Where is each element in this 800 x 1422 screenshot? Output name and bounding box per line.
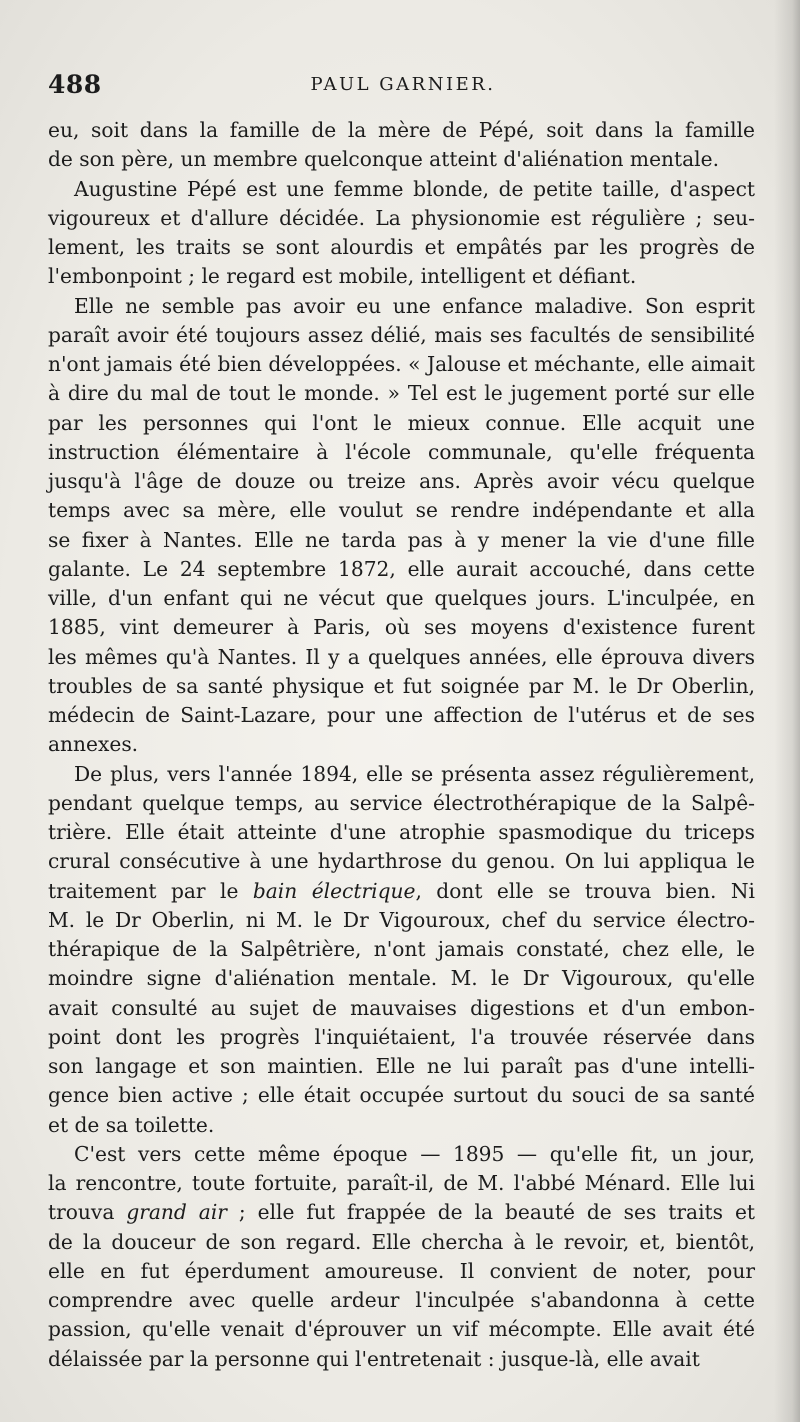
text-line: De plus, vers l'année 1894, elle se présenta assez régulièrement, [74,761,755,786]
text-line: se fixer à Nantes. Elle ne tarda pas à y mener la vie d'une fille [48,527,755,552]
text-line: traitement par le bain électrique, dont elle se trouva bien. Ni [48,878,756,903]
text-line: paraît avoir été toujours assez délié, mais ses facultés de sensibilité [48,322,755,347]
text-line: Elle ne semble pas avoir eu une enfance maladive. Son esprit [74,293,755,318]
text-line: les mêmes qu'à Nantes. Il y a quelques années, elle éprouva divers [48,644,755,669]
text-line: l'embonpoint ; le regard est mobile, intelligent et défiant. [48,264,637,289]
text-line: n'ont jamais été bien développées. « Jalouse et méchante, elle aimait [48,352,755,376]
text-line: moindre signe d'aliénation mentale. M. le Dr Vigouroux, qu'elle [48,966,755,991]
text-line: galante. Le 24 septembre 1872, elle aurait accouché, dans cette [48,556,755,581]
text-line: instruction élémentaire à l'école communale, qu'elle fréquenta [48,439,755,464]
text-line: vigoureux et d'allure décidée. La physionomie est régulière ; seu- [48,205,755,230]
text-line: C'est vers cette même époque — 1895 — qu'elle fit, un jour, [74,1141,755,1166]
text-line: thérapique de la Salpêtrière, n'ont jamais constaté, chez elle, le [48,937,755,961]
text-line: trouva grand air ; elle fut frappée de la beauté de ses traits et [48,1200,756,1225]
text-line: troubles de sa santé physique et fut soignée par M. le Dr Oberlin, [48,673,755,698]
text-line: M. le Dr Oberlin, ni M. le Dr Vigouroux, chef du service électro- [48,907,755,932]
text-line: crural consécutive à une hydarthrose du genou. On lui appliqua le [48,849,755,874]
text-line: passion, qu'elle venait d'éprouver un vif mécompte. Elle avait été [48,1317,755,1342]
text-line: avait consulté au sujet de mauvaises digestions et d'un embon- [48,995,755,1020]
body-text [48,116,755,1374]
text-line: trière. Elle était atteinte d'une atrophie spasmodique du triceps [48,820,755,844]
text-line: point dont les progrès l'inquiétaient, l'a trouvée réservée dans [48,1024,755,1049]
text-line: à dire du mal de tout le monde. » Tel est le jugement porté sur elle [48,381,755,406]
text-line: par les personnes qui l'ont le mieux connue. Elle acquit une [48,410,755,435]
text-line: comprendre avec quelle ardeur l'inculpée s'abandonna à cette [48,1288,755,1312]
text-line: elle en fut éperdument amoureuse. Il convient de noter, pour [48,1258,755,1283]
text-line: jusqu'à l'âge de douze ou treize ans. Après avoir vécu quelque [48,469,755,493]
page-header [48,70,758,106]
paragraph [48,175,755,292]
italic-phrase: grand air [126,1200,227,1225]
text-line: 1885, vint demeurer à Paris, où ses moyens d'existence furent [48,615,755,640]
text-line: son langage et son maintien. Elle ne lui paraît pas d'une intelli- [48,1054,755,1078]
text-line: lement, les traits se sont alourdis et empâtés par les progrès de [48,235,755,259]
paragraph [48,292,755,760]
text-line: de son père, un membre quelconque atteint d'aliénation mentale. [48,147,719,172]
text-line: temps avec sa mère, elle voulut se rendre indépendante et alla [48,498,755,523]
italic-phrase: bain électrique [252,878,416,903]
paragraph [48,760,755,1140]
text-line: ville, d'un enfant qui ne vécut que quelques jours. L'inculpée, en [48,586,755,610]
page-edge-shadow [774,0,800,1422]
paragraph [48,1140,755,1374]
text-line: médecin de Saint-Lazare, pour une affection de l'utérus et de ses [48,703,755,727]
text-line: eu, soit dans la famille de la mère de Pépé, soit dans la famille [48,118,755,142]
paragraph [48,116,755,175]
page-number: 488 [48,70,102,99]
text-line: et de sa toilette. [48,1112,215,1137]
text-line: annexes. [48,732,139,757]
text-line: délaissée par la personne qui l'entretenait : jusque-là, elle avait [48,1346,700,1371]
text-line: de la douceur de son regard. Elle chercha à le revoir, et, bientôt, [48,1229,755,1254]
text-line: la rencontre, toute fortuite, paraît-il, de M. l'abbé Ménard. Elle lui [48,1171,755,1195]
text-line: Augustine Pépé est une femme blonde, de petite taille, d'aspect [74,176,755,201]
text-line: pendant quelque temps, au service électrothérapique de la Salpê- [48,790,755,815]
running-head: PAUL GARNIER. [310,74,496,95]
text-line: gence bien active ; elle était occupée surtout du souci de sa santé [48,1083,755,1108]
